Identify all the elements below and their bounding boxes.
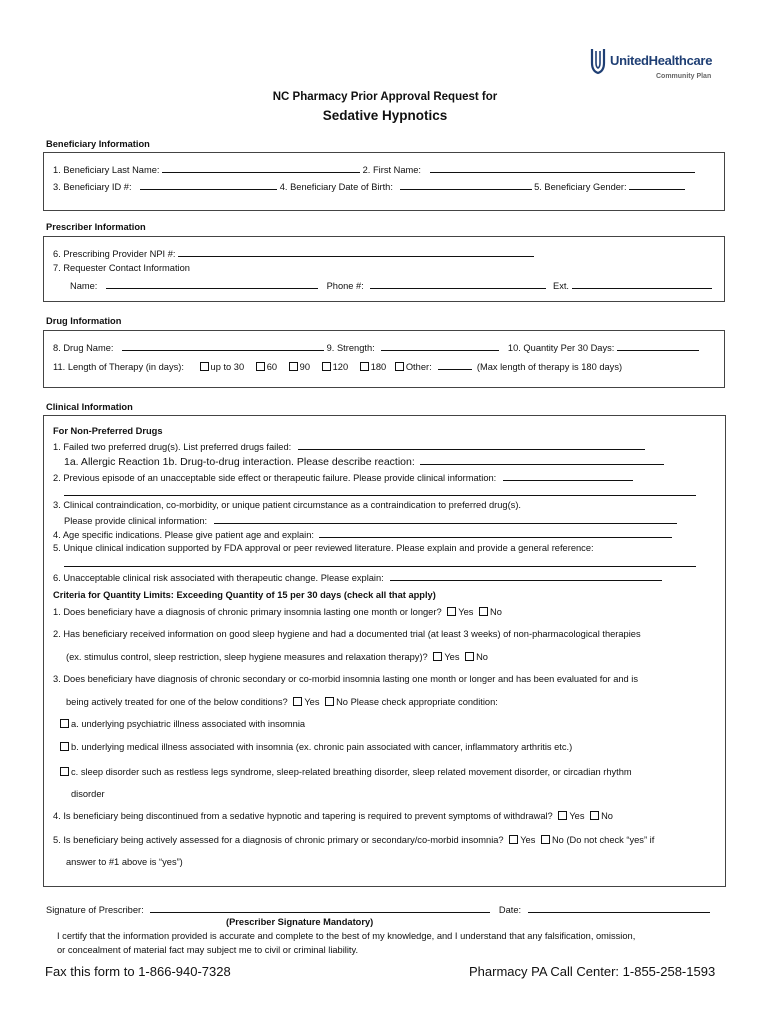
length-180-label: 180 bbox=[370, 362, 387, 372]
q1-field[interactable] bbox=[298, 440, 645, 450]
npi-label: 6. Prescribing Provider NPI #: bbox=[53, 249, 176, 259]
c5-no-checkbox[interactable] bbox=[541, 835, 550, 844]
c3-yes-checkbox[interactable] bbox=[293, 697, 302, 706]
c2-no-label: No bbox=[476, 652, 488, 662]
contact-label: 7. Requester Contact Information bbox=[53, 263, 190, 273]
length-60-checkbox[interactable] bbox=[256, 362, 265, 371]
c2-label: 2. Has beneficiary received information on good sleep hygiene and had a documented trial (at least 3 weeks) of non-pharmacological therapies bbox=[53, 629, 641, 639]
logo-mark-icon bbox=[590, 47, 606, 75]
form-subtitle: Sedative Hypnotics bbox=[322, 108, 448, 123]
logo-subbrand-text: Community Plan bbox=[656, 73, 712, 80]
q3-label: 3. Clinical contraindication, co-morbidity, or unique patient circumstance as a contraindication to preferred drug(s). bbox=[53, 500, 521, 510]
c5-note: (Do not check “yes” if bbox=[566, 835, 655, 845]
c2-no-checkbox[interactable] bbox=[465, 652, 474, 661]
q5-field[interactable] bbox=[64, 557, 696, 567]
first-name-label: 2. First Name: bbox=[362, 165, 422, 175]
signature-field[interactable] bbox=[150, 903, 490, 913]
npi-field[interactable] bbox=[178, 247, 534, 257]
q5-label: 5. Unique clinical indication supported by FDA approval or peer reviewed literature. Please explain and provide a general reference: bbox=[53, 543, 594, 553]
length-90-checkbox[interactable] bbox=[289, 362, 298, 371]
c2-yes-checkbox[interactable] bbox=[433, 652, 442, 661]
length-120-checkbox[interactable] bbox=[322, 362, 331, 371]
c4-no-checkbox[interactable] bbox=[590, 811, 599, 820]
clinical-heading: Clinical Information bbox=[46, 402, 133, 412]
c1-label: 1. Does beneficiary have a diagnosis of chronic primary insomnia lasting one month or longer? bbox=[53, 607, 442, 617]
length-other-field[interactable] bbox=[438, 360, 472, 370]
c3c-option-label-line2: disorder bbox=[71, 789, 105, 799]
c3c-label: Please check appropriate condition: bbox=[350, 697, 498, 707]
c5-yes-checkbox[interactable] bbox=[509, 835, 518, 844]
length-other-checkbox[interactable] bbox=[395, 362, 404, 371]
c3c-checkbox[interactable] bbox=[60, 767, 69, 776]
q1a-field[interactable] bbox=[420, 455, 664, 465]
length-label: 11. Length of Therapy (in days): bbox=[53, 362, 184, 372]
c1-no-label: No bbox=[489, 607, 502, 617]
quantity-field[interactable] bbox=[617, 341, 699, 351]
max-length-note: (Max length of therapy is 180 days) bbox=[476, 362, 623, 372]
beneficiary-id-field[interactable] bbox=[140, 180, 277, 190]
q1a-label: 1a. Allergic Reaction 1b. Drug-to-drug interaction. Please describe reaction: bbox=[64, 456, 415, 468]
q4-field[interactable] bbox=[319, 528, 672, 538]
length-30-label: up to 30 bbox=[210, 362, 245, 372]
drug-box bbox=[43, 330, 725, 388]
nonpref-heading: For Non-Preferred Drugs bbox=[53, 426, 163, 436]
beneficiary-id-label: 3. Beneficiary ID #: bbox=[53, 182, 132, 192]
c5-no-label: No bbox=[551, 835, 564, 845]
c5-yes-label: Yes bbox=[520, 835, 536, 845]
beneficiary-heading: Beneficiary Information bbox=[46, 139, 150, 149]
first-name-field[interactable] bbox=[430, 163, 695, 173]
c1-yes-label: Yes bbox=[458, 607, 474, 617]
c4-yes-label: Yes bbox=[569, 811, 585, 821]
length-120-label: 120 bbox=[332, 362, 349, 372]
quantity-label: 10. Quantity Per 30 Days: bbox=[507, 343, 615, 353]
c3a-label: a. underlying psychiatric illness associated with insomnia bbox=[71, 719, 306, 729]
dob-label: 4. Beneficiary Date of Birth: bbox=[279, 182, 393, 192]
certify-line1: I certify that the information provided is accurate and complete to the best of my knowledge, and I understand that any falsification, omission, bbox=[57, 931, 636, 941]
c4-yes-checkbox[interactable] bbox=[558, 811, 567, 820]
unitedhealthcare-logo bbox=[590, 47, 730, 89]
c3-no-label: No bbox=[336, 697, 348, 707]
signature-mandatory-note: (Prescriber Signature Mandatory) bbox=[226, 917, 374, 927]
c3-label: 3. Does beneficiary have diagnosis of chronic secondary or co-morbid insomnia lasting one month or longer and has been evaluated for and is bbox=[53, 674, 639, 684]
prescriber-heading: Prescriber Information bbox=[46, 222, 146, 232]
q3-field[interactable] bbox=[214, 514, 677, 524]
phone-field[interactable] bbox=[370, 279, 546, 289]
ext-label: Ext. bbox=[553, 281, 570, 291]
logo-brand-text: UnitedHealthcare bbox=[610, 53, 713, 68]
c3c-option-label: c. sleep disorder such as restless legs syndrome, sleep-related breathing disorder, sleep related movement disorder, or circadian rhythm bbox=[71, 767, 632, 777]
c3b-label: being actively treated for one of the below conditions? bbox=[66, 697, 288, 707]
c2b-label: (ex. stimulus control, sleep restriction, sleep hygiene measures and relaxation therapy)? bbox=[66, 652, 428, 662]
certify-line2: or concealment of material fact may subject me to civil or criminal liability. bbox=[57, 945, 359, 955]
call-center-number: Pharmacy PA Call Center: 1-855-258-1593 bbox=[469, 964, 716, 979]
length-60-label: 60 bbox=[266, 362, 278, 372]
c3b-checkbox[interactable] bbox=[60, 742, 69, 751]
length-90-label: 90 bbox=[299, 362, 311, 372]
date-label: Date: bbox=[498, 905, 522, 915]
c3b-option-label: b. underlying medical illness associated with insomnia (ex. chronic pain associated with cancer, inflammatory arthritis etc.) bbox=[71, 742, 573, 752]
signature-label: Signature of Prescriber: bbox=[46, 905, 144, 915]
q3b-label: Please provide clinical information: bbox=[64, 516, 208, 526]
drug-name-label: 8. Drug Name: bbox=[53, 343, 114, 353]
c3-yes-label: Yes bbox=[304, 697, 320, 707]
q6-label: 6. Unacceptable clinical risk associated with therapeutic change. Please explain: bbox=[53, 573, 384, 583]
c2-yes-label: Yes bbox=[444, 652, 460, 662]
gender-label: 5. Beneficiary Gender: bbox=[534, 182, 627, 192]
c4-no-label: No bbox=[601, 811, 613, 821]
phone-label: Phone #: bbox=[326, 281, 364, 291]
c1-no-checkbox[interactable] bbox=[479, 607, 488, 616]
length-other-label: Other: bbox=[405, 362, 432, 372]
c1-yes-checkbox[interactable] bbox=[447, 607, 456, 616]
q2-field-line2[interactable] bbox=[64, 486, 696, 496]
form-title: NC Pharmacy Prior Approval Request for bbox=[272, 91, 498, 103]
ext-field[interactable] bbox=[572, 279, 712, 289]
c5-label: 5. Is beneficiary being actively assessed for a diagnosis of chronic primary or secondary/co-morbid insomnia? bbox=[53, 835, 504, 845]
name-field[interactable] bbox=[106, 279, 318, 289]
q1-label: 1. Failed two preferred drug(s). List preferred drugs failed: bbox=[53, 442, 292, 452]
c3-no-checkbox[interactable] bbox=[325, 697, 334, 706]
q4-label: 4. Age specific indications. Please give patient age and explain: bbox=[53, 530, 315, 540]
last-name-field[interactable] bbox=[162, 163, 360, 173]
name-label: Name: bbox=[70, 281, 98, 291]
q2-label: 2. Previous episode of an unacceptable side effect or therapeutic failure. Please provide clinical information: bbox=[53, 473, 497, 483]
c3a-checkbox[interactable] bbox=[60, 719, 69, 728]
length-180-checkbox[interactable] bbox=[360, 362, 369, 371]
q6-field[interactable] bbox=[390, 571, 662, 581]
date-field[interactable] bbox=[528, 903, 710, 913]
q2-field[interactable] bbox=[503, 471, 633, 481]
gender-field[interactable] bbox=[629, 180, 685, 190]
c5b-label: answer to #1 above is “yes”) bbox=[66, 857, 183, 867]
drug-heading: Drug Information bbox=[46, 316, 122, 326]
dob-field[interactable] bbox=[400, 180, 532, 190]
fax-number: Fax this form to 1-866-940-7328 bbox=[45, 964, 231, 979]
drug-name-field[interactable] bbox=[122, 341, 324, 351]
strength-label: 9. Strength: bbox=[326, 343, 375, 353]
strength-field[interactable] bbox=[381, 341, 499, 351]
length-30-checkbox[interactable] bbox=[200, 362, 209, 371]
quantity-criteria-heading: Criteria for Quantity Limits: Exceeding Quantity of 15 per 30 days (check all that apply) bbox=[53, 590, 436, 600]
c4-label: 4. Is beneficiary being discontinued from a sedative hypnotic and tapering is required to prevent symptoms of withdrawal? bbox=[53, 811, 553, 821]
last-name-label: 1. Beneficiary Last Name: bbox=[53, 165, 160, 175]
